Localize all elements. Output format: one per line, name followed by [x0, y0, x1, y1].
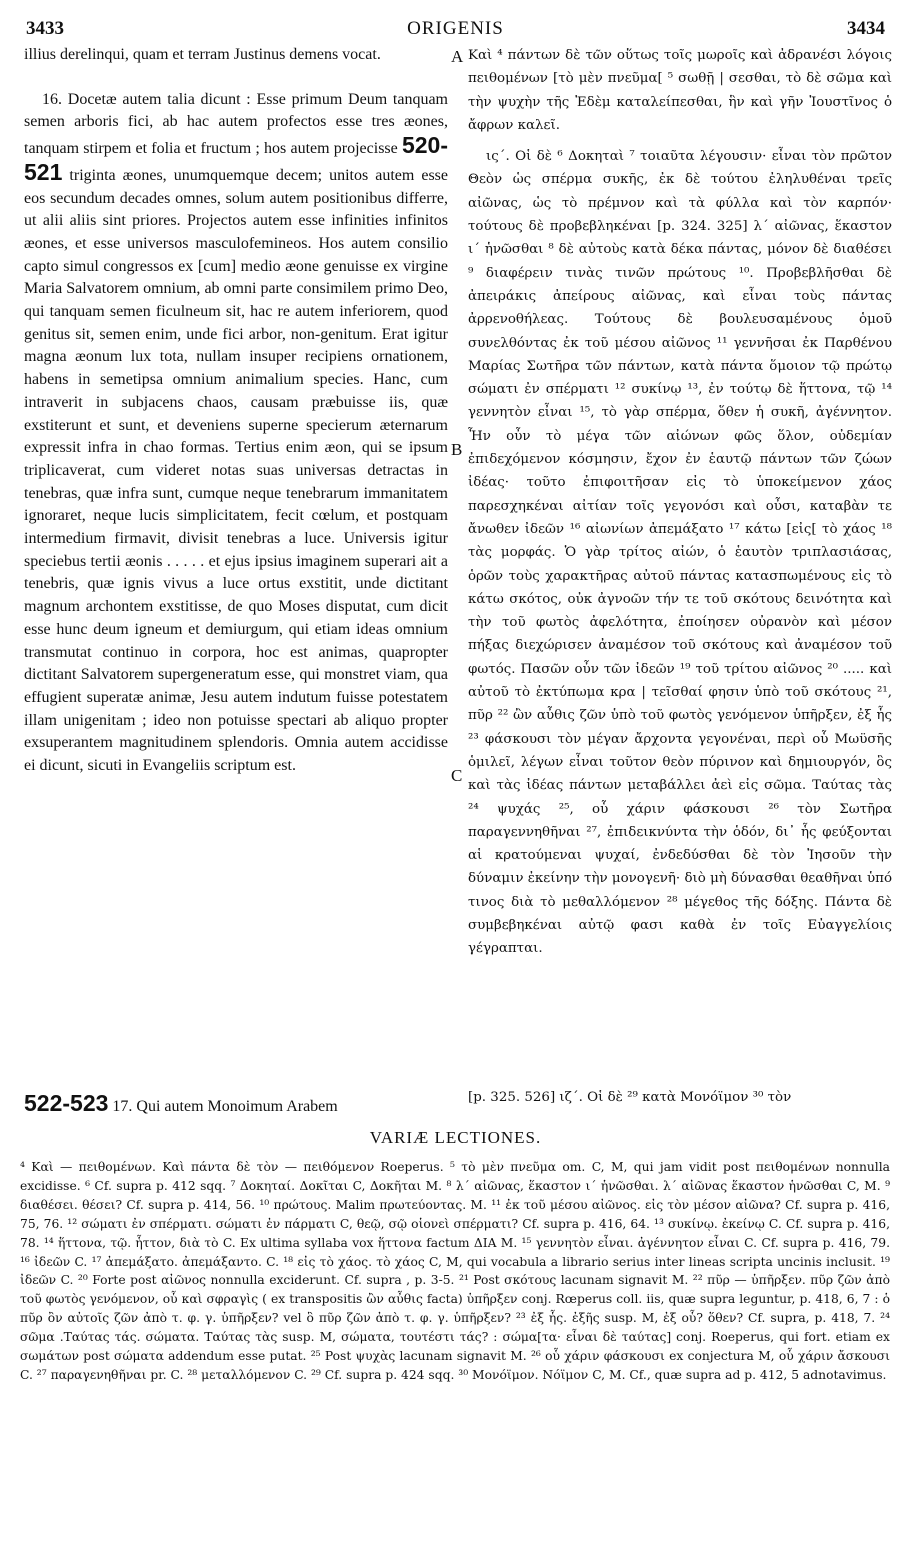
greek-column — [468, 44, 892, 961]
note: ²³ ἐξ ἧς. ἐξῆς susp. M, ἐξ οὗ? ὅθεν? Cf. supra, p. 418, 7. — [515, 1311, 881, 1326]
latin-p16-start: 16. Docetæ autem talia dicunt : Esse primum Deum tanquam semen arboris fici, ab hac autem profectos esse tres æones, tanquam stirpem et folia et fructum ; hos autem projecisse — [24, 90, 448, 158]
latin-column — [24, 44, 448, 778]
note: ²⁷ παραγενηθῆναι pr. C. — [36, 1367, 188, 1382]
note: ⁵ τὸ μὲν πνεῦμα om. C, M, qui jam vidit post πειθομένων nonnulla excidisse. — [20, 1160, 890, 1193]
note: ¹⁵ γεννητὸν εἶναι. ἀγέννητον εἶναι C. Cf. supra p. 416, 79. — [521, 1235, 890, 1250]
note: ¹¹ ἐκ τοῦ μέσου αἰῶνος. εἰς τὸν μέσον αἰῶνα? Cf. supra p. 416, 75, 76. — [20, 1197, 890, 1231]
note: ²⁸ μεταλλόμενον C. — [187, 1367, 311, 1382]
note: ²¹ Post σκότους lacunam signavit M. — [458, 1273, 693, 1288]
note: ²⁶ οὗ χάριν φάσκουσι ex conjectura M, οὗ χάριν ἄσκουσι C. — [20, 1349, 890, 1382]
greek-lead: Καὶ ⁴ πάντων δὲ τῶν οὕτως τοῖς μωροῖς καὶ ἀδρανέσι λόγοις πειθομένων [τὸ μὲν πνεῦμα[ ⁵ σωθῇ | σεσθαι, τὸ δὲ σῶμα καὶ τὴν ψυχὴν τῆς Ἐδὲμ καταλείπεσθαι, ἣν καὶ γῆν Ἰουστῖνος ὁ ἄφρων καλεῖ. — [468, 48, 892, 133]
note: ²² πῦρ — ὑπῆρξεν. πῦρ ζῶν ἀπὸ τοῦ φωτὸς γενόμενον, οὗ καὶ σφραγὶς ( ex transpositis ὢν αὖθις facta) ὑπῆρξεν conj. Rœperus coll. iis, quæ supra leguntur, p. 418, 6, 7 : ὁ πῦρ ὂν αὐτοῖς ζῶν ἀπὸ τ. φ. γ. ὑπῆρξεν? vel ὃ πῦρ ζῶν ἀπὸ τ. φ. γ. ὑπῆρξεν? — [20, 1273, 890, 1326]
note: ¹⁴ ἥττονα, τῷ. ἧττον, διὰ τὸ C. Ex ultima syllaba vox ἥττονα factum ΔΙΑ M. — [43, 1235, 522, 1250]
margin-letter-a: A — [451, 47, 464, 66]
page-number-left: 3433 — [26, 18, 64, 39]
page-number-right: 3434 — [847, 18, 885, 39]
note: ¹⁶ ἰδεῶν C. — [20, 1254, 92, 1269]
note: ⁷ Δοκηταί. Δοκῖται C, Δοκῆται M. — [230, 1178, 447, 1193]
page-title: ORIGENIS — [407, 18, 504, 39]
margin-letter-b: B — [451, 440, 463, 459]
note: ¹⁸ εἰς τὸ χάος. τὸ χάος C, M, qui vocabula a librario serius inter lineas scripta uncinis inclusit. — [283, 1254, 881, 1269]
note: ²⁵ Post ψυχὰς lacunam signavit M. — [310, 1349, 531, 1364]
latin-bottom-text: 17. Qui autem Monoimum Arabem — [112, 1098, 338, 1115]
note: ²⁴ σῶμα .Ταύτας τάς. σώματα. Ταύτας τὰς susp. M, σώματα, τουτέστι τάς? : σώμα[τα· εἶναι δὲ ταύτας] conj. Roeperus, qui fort. etiam ex σωμάτων post σώματα addendum esse putat. — [20, 1311, 890, 1364]
note: ⁴ Καὶ — πειθομένων. Καὶ πάντα δὲ τὸν — πειθόμενον Roeperus. — [20, 1160, 451, 1174]
greek-bottom-line: [p. 325. 526] ιζ΄. Οἱ δὲ ²⁹ κατὰ Μονόϊμον ³⁰ τὸν — [468, 1090, 792, 1105]
note: ¹³ συκίνῳ. ἐκείνῳ C. Cf. supra p. 416, 78. — [20, 1216, 890, 1250]
note: ²⁰ Forte post αἰῶνος nonnulla exciderunt. Cf. supra , p. 3-5. — [77, 1273, 459, 1288]
latin-p16-rest: triginta æones, unumquemque decem; unitos autem esse eos secundum decades omnes, solum autem positionibus differre, ut alii aliis sint priores. Projectos autem esse infinities infinitos æones, et esse universos masculofemineos. Hos autem consilio capto simul congressos ex [cum] medio æone genuisse ex virgine Maria Salvatorem omnium, ab omni parte consimilem primo Deo, qui tanquam semen ficulneum sit, hac re autem inferiorem, quod genitus sit, semen enim, unde fici arbor, non-genitum. Erat igitur magna æonum lux tota, nullam insuper recipiens ornationem, habens in semetipsa omnium animalium species. Hanc, cum intraverit in subjacens chaos, causam præbuisse iis, quæ exstiterunt et sunt, et deveniens superne specierum æternarum expressit infra in chao formas. Tertius enim æon, qui se ipsum triplicaverat, cum videret notas suas universas detractas in tenebras, quæ infra sunt, cumque neque tenebrarum immanitatem ignoraret, neque lucis simplicitatem, fecit cœlum, et postquam intermedium firmavit, divisit tenebras a luce. Universis igitur speciebus tertii æonis . . . . . et ejus ipsius imaginem superari ait a tenebris, quæ ignis vivus a luce ortus exstitit, unde dictitant magnum archontem exstitisse, de quo Moses disputat, cum dicit esse hunc deum igneum et demiurgum, qui etiam ideas omnium transmutat continuo in corpora, hoc est animas, quapropter dictitant Salvatorem supergeneratum esse, qui monstret viam, qua effugient superatæ animæ, Jesu autem indutum fuisse potestatem illam unigenitam ; ideo non potuisse spectari ab aliquo propter exsuperantem magnitudinem splendoris. Omnia autem accidisse ei dicunt, sicuti in Evangeliis scriptum est. — [24, 166, 449, 775]
variant-readings — [20, 1158, 890, 1385]
note: ¹⁹ ἰδεῶν C. — [20, 1254, 890, 1288]
latin-paragraph-16 — [24, 89, 448, 778]
latin-bottom-line — [24, 1090, 454, 1117]
page-reference-520-521: 520-521 — [24, 132, 449, 185]
note: ¹² σώματι ἐν σπέρματι. σώματι ἐν πάρματι C, θεῷ, σῷ οἱονεὶ σπέρματι? Cf. supra p. 416, 64. — [67, 1216, 655, 1231]
page-reference-522-523: 522-523 — [24, 1090, 109, 1116]
note: ³⁰ Μονόϊμον. Νόϊμον C, M. Cf., quæ supra ad p. 412, 5 adnotavimus. — [458, 1367, 887, 1382]
greek-paragraph-16: ις΄. Οἱ δὲ ⁶ Δοκηταὶ ⁷ τοιαῦτα λέγουσιν· εἶναι τὸν πρῶτον Θεὸν ὡς σπέρμα συκῆς, ἐκ δὲ τούτου ἐληλυθέναι τρεῖς αἰῶνας, ὡς τὸ πρέμνον καὶ τὰ φύλλα καὶ τὸν καρπόν· τούτους δὲ προβεβληκέναι [p. 324. 325] λ΄ αἰῶνας, ἕκαστον ι΄ ἡνῶσθαι ⁸ δὲ αὐτοὺς κατὰ δέκα πάντας, μόνον δὲ διαθέσει ⁹ διαφέρειν τινὰς τινῶν πρώτους ¹⁰. Προβεβλῆσθαι δὲ ἀπειράκις ἀπείρους αἰῶνας, καὶ εἶναι τοὺς πάντας ἀρρενοθήλεας. Τούτους δὲ βουλευσαμένους ὁμοῦ συνελθόντας ἐκ τοῦ μέσου αἰῶνος ¹¹ γεννῆσαι ἐκ Παρθένου Μαρίας Σωτῆρα τῶν πάντων, κατὰ πάντα ὅμοιον τῷ πρώτῳ σώματι ἐν σπέρματι ¹² συκίνῳ ¹³, ἐν τούτῳ δὲ ἥττονα, τῷ ¹⁴ γεννητὸν εἶναι ¹⁵, τὸ γὰρ σπέρμα, ὅθεν ἡ συκῆ, ἀγέννητον. Ἦν οὖν τὸ μέγα τῶν αἰώνων φῶς ὅλον, οὐδεμίαν ἐπιδεχόμενον κόσμησιν, ἔχον ἐν ἑαυτῷ πάντων τῶν ζώων ἰδέας· τοῦτο ἐπιφοιτῆσαν εἰς τὸ ὑποκείμενον χάος παρεσχηκέναι αἰτίαν τοῖς γεγονόσι καὶ οὖσι, καταβὰν τε ἄνωθεν ἰδεῶν ¹⁶ αἰωνίων ἀπεμάξατο ¹⁷ κάτω [εἰς[ τὸ χάος ¹⁸ τὰς μορφάς. Ὁ γὰρ τρίτος αἰών, ὁ ἑαυτὸν τριπλασιάσας, ὁρῶν τοὺς χαρακτῆρας αὐτοῦ πάντας κατασπωμένους εἰς τὸ κάτω σκότος, οὐκ ἀγνοῶν τήν τε τοῦ σκότους δεινότητα καὶ τὴν τοῦ φωτὸς ἀφελότητα, ἐποίησεν οὐρανὸν καὶ μέσον πήξας διεχώρισεν ἀναμέσον τοῦ σκότους καὶ ἀναμέσον τοῦ φωτός. Πασῶν οὖν τῶν ἰδεῶν ¹⁹ τοῦ τρίτου αἰῶνος ²⁰ ..... καὶ αὐτοῦ τὸ ἐκτύπωμα κρα | τεῖσθαί φησιν ὑπὸ τοῦ σκότους ²¹, πῦρ ²² ὢν αὖθις ζῶν ὑπὸ τοῦ φωτὸς γενόμενον ὑπῆρξεν, ἐξ ἧς ²³ φάσκουσι τὸν μέγαν ἄρχοντα γεγονέναι, περὶ οὗ Μωϋσῆς ὁμιλεῖ, λέγων εἶναι τοῦτον θεὸν πύρινον καὶ δημιουργόν, ὃς καὶ τὰς ἰδέας πάντων μεταβάλλει ἀεὶ εἰς σῶμα. Ταύτας τὰς ²⁴ ψυχάς ²⁵, οὗ χάριν φάσκουσι ²⁶ τὸν Σωτῆρα παραγεννηθῆναι ²⁷, ἐπιδεικνύντα τὴν ὁδόν, δι᾽ ἧς φεύξονται αἱ κρατούμεναι ψυχαί, ἐνδεδύσθαι δὲ τὸν Ἰησοῦν τὴν δύναμιν ἐκείνην τὴν μονογενῆ· διὸ μὴ δύνασθαι θεαθῆναι ὑπό τινος διὰ τὸ μεθαλλόμενον ²⁸ μέγεθος τῆς δόξης. Πάντα δὲ συμβεβηκέναι αὐτῷ φασι καθὰ ἐν τοῖς Εὐαγγελίοις γέγραπται. — [468, 149, 893, 957]
variae-lectiones-heading: VARIÆ LECTIONES. — [369, 1128, 542, 1147]
note: ²⁹ Cf. supra p. 424 sqq. — [311, 1367, 459, 1382]
margin-letter-c: C — [451, 766, 463, 785]
note: ⁶ Cf. supra p. 412 sqq. — [85, 1178, 231, 1193]
note: ¹⁰ πρώτους. Malim πρωτεύοντας. M. — [259, 1197, 492, 1212]
note: ¹⁷ ἀπεμάξατο. ἀπεμάξαντο. C. — [91, 1254, 284, 1269]
note: ⁸ λ΄ αἰῶνας, ἕκαστον ι΄ ἡνῶσθαι. λ΄ αἰῶνας ἕκαστον ἡνῶσθαι C, M. — [446, 1178, 886, 1193]
latin-lead: illius derelinqui, quam et terram Justinus demens vocat. — [24, 46, 381, 63]
note: ⁹ διαθέσει. θέσει? Cf. supra p. 414, 56. — [20, 1178, 891, 1212]
